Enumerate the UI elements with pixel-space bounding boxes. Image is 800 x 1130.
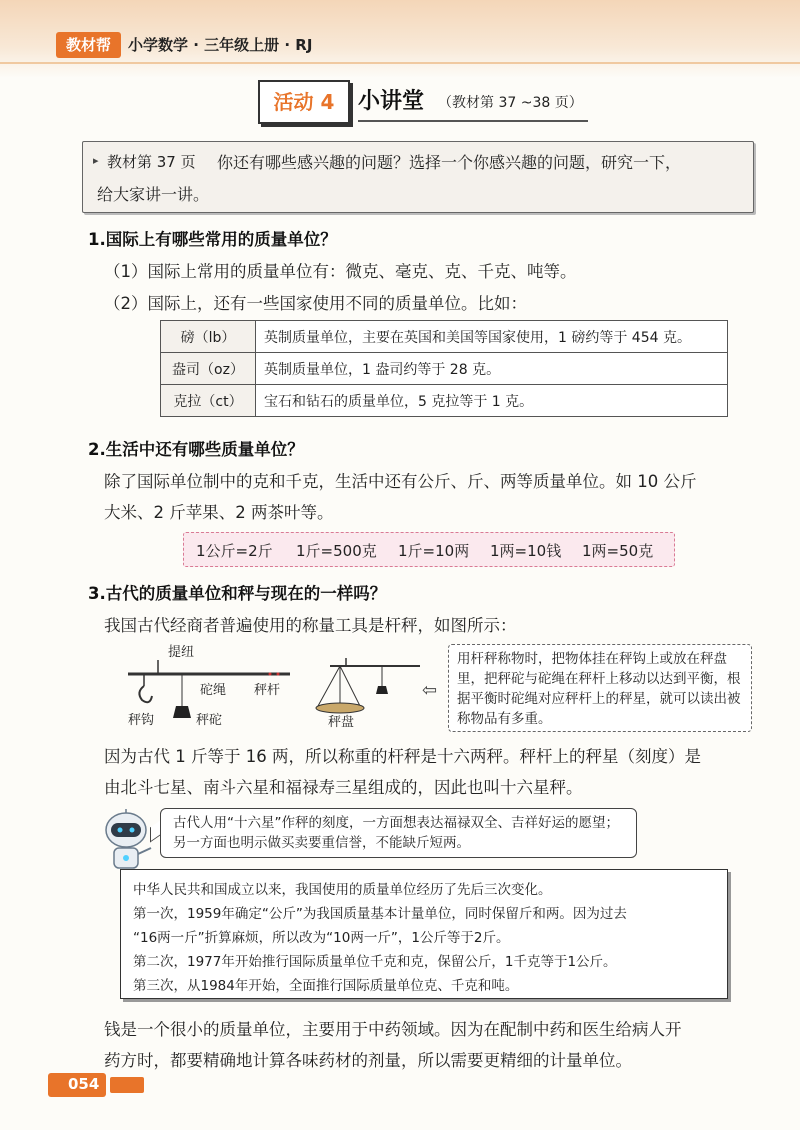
header: [0, 0, 800, 78]
conversion-item: 1斤=10两: [398, 542, 470, 560]
intro-box: [82, 141, 754, 213]
conversion-item: 1公斤=2斤: [196, 542, 273, 560]
history-line: 中华人民共和国成立以来，我国使用的质量单位经历了先后三次变化。: [133, 882, 552, 898]
section2-heading: 2.生活中还有哪些质量单位？: [88, 440, 304, 459]
history-line: “16两一斤”折算麻烦，所以改为“10两一斤”，1公斤等于2斤。: [133, 930, 510, 946]
table-row: [161, 385, 728, 417]
page-number-text: 054: [68, 1075, 100, 1093]
label-chenggou: 秤钩: [128, 713, 155, 728]
section1-p2: （2）国际上，还有一些国家使用不同的质量单位。比如：: [104, 294, 527, 313]
label-chenggan: 秤杆: [254, 683, 281, 698]
intro-ref: 教材第 37 页: [107, 153, 196, 171]
header-divider: [0, 62, 800, 64]
section1-p1: （1）国际上常用的质量单位有：微克、毫克、克、千克、吨等。: [104, 262, 577, 281]
chenggou-hook: [139, 686, 152, 702]
speech-text: 古代人用“十六星”作秤的刻度，一方面想表达福禄双全、吉祥好运的愿望；另一方面也明示做买卖要重信誉，不能缺斤短两。: [173, 815, 619, 851]
intro-question-line2: 给大家讲一讲。: [97, 185, 210, 204]
conversion-box: [183, 532, 675, 567]
unit-cell: 磅（lb）: [161, 321, 256, 353]
activity-label: 活动 4: [273, 90, 335, 114]
chengpan-pan: [316, 703, 364, 713]
unit-table: [160, 320, 728, 417]
section3-p2-line1: 因为古代 1 斤等于 16 两，所以称重的杆秤是十六两秤。秤杆上的秤星（刻度）是: [104, 747, 701, 766]
intro-question-line1: 你还有哪些感兴趣的问题？选择一个你感兴趣的问题，研究一下，: [217, 153, 682, 172]
history-line: 第一次，1959年确定“公斤”为我国质量基本计量单位，同时保留斤和两。因为过去: [133, 906, 627, 922]
section2-p-line1: 除了国际单位制中的克和千克，生活中还有公斤、斤、两等质量单位。如 10 公斤: [104, 472, 697, 491]
history-line: 第三次，从1984年开始，全面推行国际质量单位克、千克和吨。: [133, 978, 519, 994]
desc-cell: 英制质量单位，主要在英国和美国等国家使用，1 磅约等于 454 克。: [256, 321, 728, 353]
pan-weight: [376, 686, 388, 694]
label-tiniu: 提纽: [168, 645, 195, 660]
section3-p2-line2: 由北斗七星、南斗六星和福禄寿三星组成的，因此也叫十六星秤。: [104, 778, 583, 797]
section3-p3-line2: 药方时，都要精确地计算各味药材的剂量，所以需要更精细的计量单位。: [104, 1051, 632, 1070]
label-chengpan: 秤盘: [328, 715, 355, 730]
label-chengsheng: 砣绳: [200, 683, 227, 698]
pan-rope: [340, 666, 360, 706]
label-chengtuo: 秤砣: [196, 713, 223, 728]
title-sub: （教材第 37 ~38 页）: [438, 95, 583, 111]
page-logo-icon: [110, 1077, 144, 1093]
table-row: [161, 353, 728, 385]
activity-title: [258, 80, 588, 124]
arrow-left-icon: ⇦: [422, 680, 438, 701]
triangle-bullet-icon: ▸: [93, 154, 99, 167]
section3-p3-line1: 钱是一个很小的质量单位，主要用于中药领域。因为在配制中药和医生给病人开: [104, 1020, 682, 1039]
conversion-item: 1两=50克: [582, 542, 654, 560]
activity-badge: [258, 80, 350, 124]
history-box: [120, 869, 728, 999]
title-main: 小讲堂: [358, 89, 425, 114]
conversion-item: 1斤=500克: [296, 542, 377, 560]
section2-p-line2: 大米、2 斤苹果、2 两茶叶等。: [104, 503, 334, 522]
steelyard-note: [448, 644, 752, 732]
unit-cell: 克拉（ct）: [161, 385, 256, 417]
pan-rope: [318, 666, 340, 706]
scale-star: [269, 673, 272, 676]
desc-cell: 宝石和钻石的质量单位，5 克拉等于 1 克。: [256, 385, 728, 417]
table-row: [161, 321, 728, 353]
robot-mascot-icon: [97, 808, 155, 872]
steelyard-diagram: [120, 644, 420, 734]
steelyard-note-text: 用杆秤称物时，把物体挂在秤钩上或放在秤盘里，把秤砣与砣绳在秤杆上移动以达到平衡，根据平衡时砣绳对应秤杆上的秤星，就可以读出被称物品有多重。: [457, 651, 741, 727]
section3-p1: 我国古代经商者普遍使用的称量工具是杆秤，如图所示：: [104, 616, 517, 635]
book-title: 小学数学 · 三年级上册 · RJ: [128, 36, 313, 54]
robot-speech-bubble: [160, 808, 637, 858]
chengtuo-weight: [173, 706, 191, 718]
title-underline: [358, 120, 588, 122]
scale-star: [277, 673, 280, 676]
conversion-item: 1两=10钱: [490, 542, 562, 560]
section1-heading: 1.国际上有哪些常用的质量单位？: [88, 230, 337, 249]
unit-cell: 盎司（oz）: [161, 353, 256, 385]
page-number: [48, 1073, 144, 1097]
history-line: 第二次，1977年开始推行国际质量单位千克和克，保留公斤，1千克等于1公斤。: [133, 954, 617, 970]
brand-tag: 教材帮: [56, 32, 121, 58]
desc-cell: 英制质量单位，1 盎司约等于 28 克。: [256, 353, 728, 385]
section3-heading: 3.古代的质量单位和秤与现在的一样吗？: [88, 584, 387, 603]
